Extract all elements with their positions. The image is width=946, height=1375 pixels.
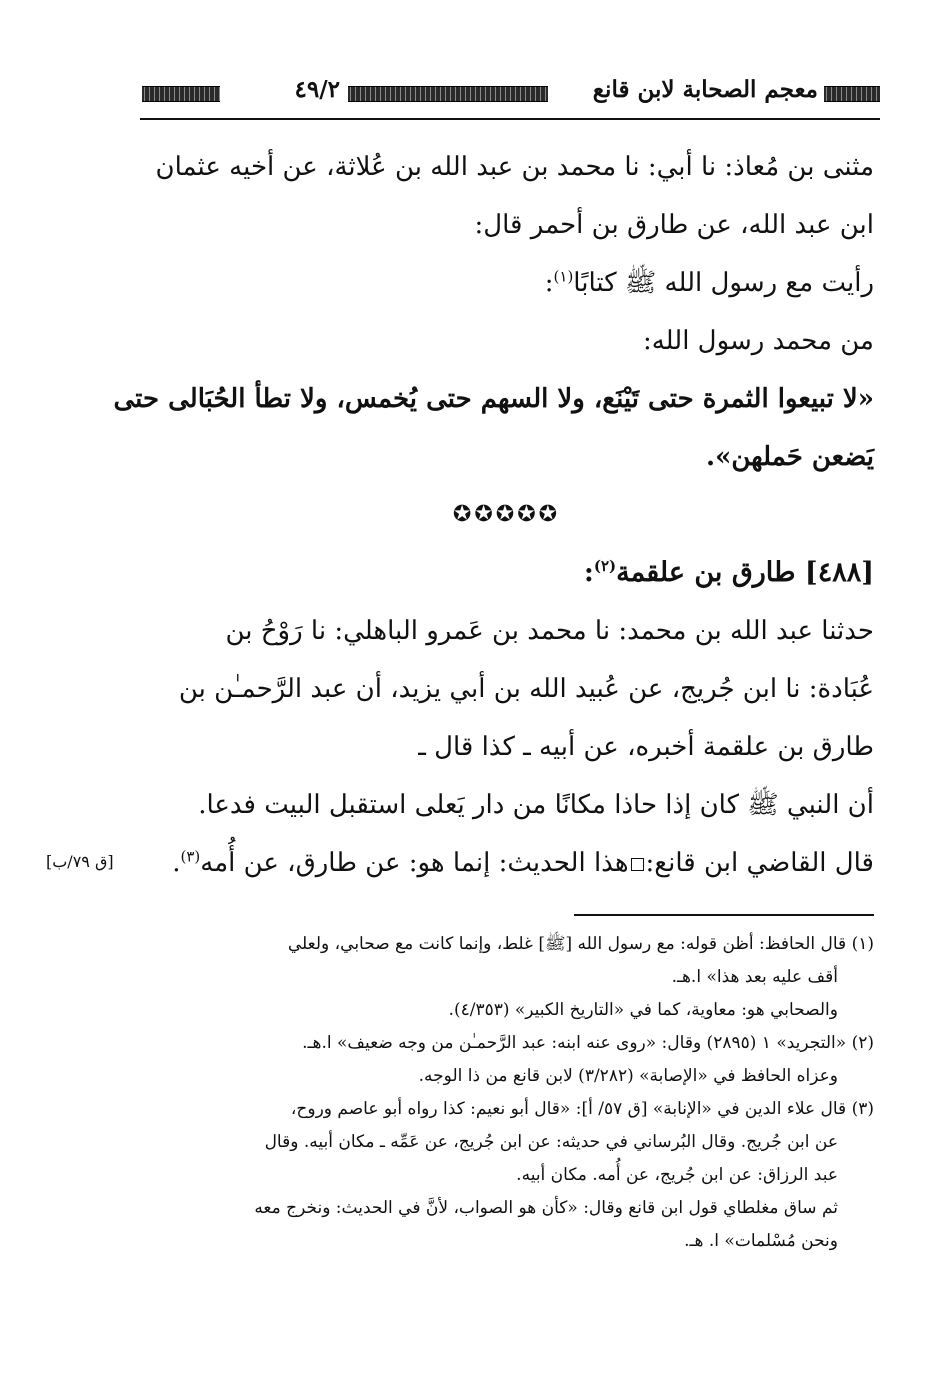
footnote-line: أقف عليه بعد هذا» ا.هـ. <box>671 967 838 987</box>
footnote-line: عن ابن جُريج. وقال البُرساني في حديثه: عن ابن جُريج، عن عَمِّه ـ مكان أبيه. وقال <box>264 1132 838 1152</box>
footnote-rule <box>574 914 874 916</box>
text-fragment: رأيت مع رسول الله ﷺ كتابًا <box>573 268 874 298</box>
main-text <box>113 138 874 892</box>
text-line: من محمد رسول الله: <box>642 326 874 356</box>
hadith-text-line: «لا تبيعوا الثمرة حتى تَيْنَع، ولا السهم حتى يُخمس، ولا تطأ الحُبَالى حتى <box>113 384 874 414</box>
footnotes <box>139 928 874 1258</box>
header-ornament-bar <box>824 86 880 102</box>
footnote-line: (٣) قال علاء الدين في «الإنابة» [ق ٥٧/ أ]: «قال أبو نعيم: كذا رواه أبو عاصم وروح، <box>290 1099 874 1119</box>
page-number: ٤٩/٢ <box>294 76 340 103</box>
footnote-line: وعزاه الحافظ في «الإصابة» (٣/٢٨٢) لابن قانع من ذا الوجه. <box>418 1066 838 1086</box>
text-line: مثنى بن مُعاذ: نا أبي: نا محمد بن عبد الله بن عُلاثة، عن أخيه عثمان <box>155 152 874 182</box>
text-fragment: : <box>583 557 594 588</box>
footnote-line: والصحابي هو: معاوية، كما في «التاريخ الكبير» (٤/٣٥٣). <box>448 1000 838 1020</box>
footnote-line: ونحن مُسْلمات» ا. هـ. <box>684 1231 838 1251</box>
entry-heading <box>139 544 874 602</box>
footnote-line: (١) قال الحافظ: أظن قوله: مع رسول الله [ﷺ] غلط، وإنما كانت مع صحابي، ولعلي <box>287 934 874 954</box>
text-line: طارق بن علقمة أخبره، عن أبيه ـ كذا قال ـ <box>418 732 874 762</box>
running-header <box>140 72 880 112</box>
text-fragment: هذا الحديث: إنما هو: عن طارق، عن أُمه <box>200 848 629 878</box>
text-fragment: قال القاضي ابن قانع: <box>645 848 874 878</box>
footnote-line: ثم ساق مغلطاي قول ابن قانع وقال: «كأن هو الصواب، لأنَّ في الحديث: ونخرج معه <box>254 1198 838 1218</box>
text-fragment: . <box>172 848 181 878</box>
header-ornament-bar <box>142 86 220 102</box>
text-line <box>139 254 874 312</box>
section-separator: ✪✪✪✪✪ <box>452 502 561 527</box>
entry-title: [٤٨٨] طارق بن علقمة <box>616 557 874 588</box>
footnote-ref[interactable]: (١) <box>553 267 574 286</box>
header-ornament-bar <box>348 86 548 102</box>
book-title: معجم الصحابة لابن قانع <box>592 76 818 103</box>
text-line: أن النبي ﷺ كان إذا حاذا مكانًا من دار يَعلى استقبل البيت فدعا. <box>198 790 874 820</box>
text-line <box>139 834 874 892</box>
manuscript-box-marker <box>631 858 644 871</box>
text-fragment: : <box>544 268 554 298</box>
footnote-ref[interactable]: (٣) <box>180 847 201 866</box>
manuscript-folio-ref: [ق ٧٩/ب] <box>46 852 114 871</box>
hadith-text-line: يَضعن حَملهن». <box>706 442 874 472</box>
footnote-ref[interactable]: (٢) <box>593 557 617 575</box>
footnote-line: عبد الرزاق: عن ابن جُريج، عن أُمه. مكان أبيه. <box>516 1165 838 1185</box>
header-rule <box>140 118 880 120</box>
text-line: حدثنا عبد الله بن محمد: نا محمد بن عَمرو الباهلي: نا رَوْحُ بن <box>225 616 874 646</box>
text-line: ابن عبد الله، عن طارق بن أحمر قال: <box>474 210 874 240</box>
footnote-line: (٢) «التجريد» ١ (٢٨٩٥) وقال: «روى عنه ابنه: عبد الرَّحمـٰن من وجه ضعيف» ا.هـ. <box>302 1033 874 1053</box>
text-line: عُبَادة: نا ابن جُريج، عن عُبيد الله بن أبي يزيد، أن عبد الرَّحمـٰن بن <box>178 674 874 704</box>
